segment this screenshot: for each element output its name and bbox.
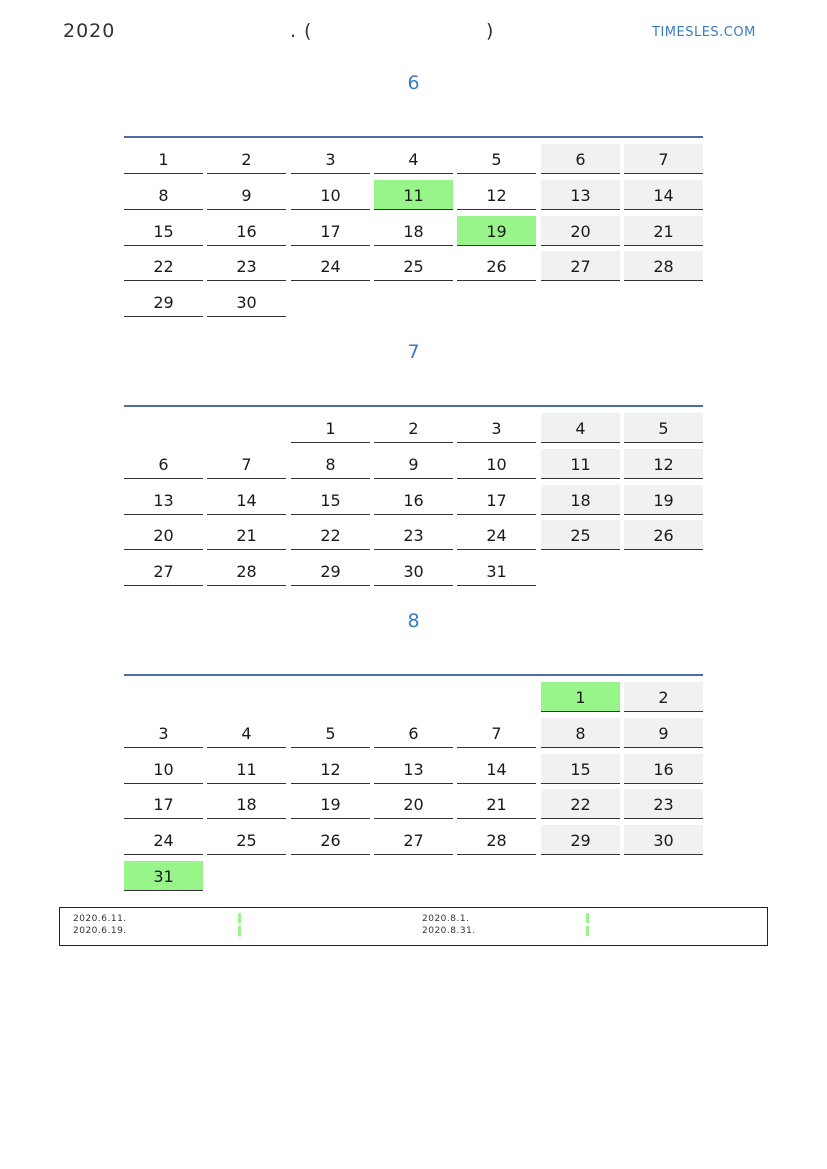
day-cell: 25 — [207, 825, 286, 855]
day-cell: 21 — [457, 789, 536, 819]
day-cell: 7 — [624, 144, 703, 174]
day-cell: 14 — [624, 180, 703, 210]
day-cell: 12 — [291, 754, 370, 784]
day-cell: 13 — [124, 485, 203, 515]
day-cell: 15 — [291, 485, 370, 515]
day-cell: 27 — [374, 825, 453, 855]
day-cell: 16 — [624, 754, 703, 784]
day-cell: 10 — [291, 180, 370, 210]
day-cell: 25 — [541, 520, 620, 550]
day-cell: 26 — [457, 251, 536, 281]
day-cell: 14 — [457, 754, 536, 784]
day-cell: 21 — [207, 520, 286, 550]
title-paren-close: ) — [486, 20, 494, 42]
day-cell: 18 — [207, 789, 286, 819]
day-cell: 20 — [541, 216, 620, 246]
day-cell: 27 — [541, 251, 620, 281]
day-cell: 17 — [124, 789, 203, 819]
day-cell: 27 — [124, 556, 203, 586]
day-cell: 13 — [541, 180, 620, 210]
day-cell: 7 — [457, 718, 536, 748]
day-cell: 10 — [124, 754, 203, 784]
day-cell: 6 — [124, 449, 203, 479]
day-cell: 23 — [624, 789, 703, 819]
day-cell: 24 — [124, 825, 203, 855]
legend-holiday-marker — [238, 926, 241, 936]
day-cell: 6 — [541, 144, 620, 174]
day-cell: 1 — [124, 144, 203, 174]
month-title: 8 — [407, 610, 420, 632]
day-cell: 22 — [291, 520, 370, 550]
year-label: 2020 — [63, 20, 116, 42]
month-title: 7 — [407, 341, 420, 363]
day-cell: 3 — [291, 144, 370, 174]
legend-date: 2020.6.11. — [73, 914, 127, 924]
page-header — [0, 0, 827, 60]
day-cell: 19 — [624, 485, 703, 515]
day-cell: 31 — [124, 861, 203, 891]
day-cell: 11 — [374, 180, 453, 210]
legend-holiday-marker — [586, 926, 589, 936]
legend-holiday-marker — [238, 913, 241, 923]
month-top-rule — [124, 136, 703, 138]
legend-holiday-marker — [586, 913, 589, 923]
month-top-rule — [124, 674, 703, 676]
day-cell: 8 — [291, 449, 370, 479]
day-cell: 29 — [541, 825, 620, 855]
day-cell: 17 — [457, 485, 536, 515]
day-cell: 28 — [207, 556, 286, 586]
day-cell: 23 — [207, 251, 286, 281]
day-cell: 28 — [624, 251, 703, 281]
month-top-rule — [124, 405, 703, 407]
day-cell: 11 — [207, 754, 286, 784]
day-cell: 26 — [291, 825, 370, 855]
day-cell: 6 — [374, 718, 453, 748]
day-cell: 18 — [374, 216, 453, 246]
day-cell: 20 — [374, 789, 453, 819]
day-cell: 9 — [374, 449, 453, 479]
day-cell: 29 — [291, 556, 370, 586]
day-cell: 20 — [124, 520, 203, 550]
day-cell: 8 — [541, 718, 620, 748]
day-cell: 16 — [374, 485, 453, 515]
day-cell: 10 — [457, 449, 536, 479]
day-cell: 22 — [124, 251, 203, 281]
day-cell: 11 — [541, 449, 620, 479]
legend-date: 2020.8.1. — [422, 914, 470, 924]
day-cell: 5 — [457, 144, 536, 174]
day-cell: 25 — [374, 251, 453, 281]
day-cell: 1 — [291, 413, 370, 443]
day-cell: 19 — [291, 789, 370, 819]
day-cell: 14 — [207, 485, 286, 515]
day-cell: 22 — [541, 789, 620, 819]
day-cell: 7 — [207, 449, 286, 479]
day-cell: 16 — [207, 216, 286, 246]
day-cell: 17 — [291, 216, 370, 246]
day-cell: 2 — [624, 682, 703, 712]
day-cell: 30 — [374, 556, 453, 586]
day-cell: 3 — [457, 413, 536, 443]
day-cell: 15 — [541, 754, 620, 784]
day-cell: 2 — [207, 144, 286, 174]
day-cell: 15 — [124, 216, 203, 246]
legend-date: 2020.6.19. — [73, 926, 127, 936]
day-cell: 24 — [457, 520, 536, 550]
holiday-legend — [59, 907, 768, 946]
day-cell: 28 — [457, 825, 536, 855]
day-cell: 9 — [624, 718, 703, 748]
day-cell: 29 — [124, 287, 203, 317]
day-cell: 24 — [291, 251, 370, 281]
day-cell: 21 — [624, 216, 703, 246]
day-cell: 9 — [207, 180, 286, 210]
month-title: 6 — [407, 72, 420, 94]
day-cell: 12 — [624, 449, 703, 479]
day-cell: 1 — [541, 682, 620, 712]
day-cell: 8 — [124, 180, 203, 210]
brand-link[interactable]: TIMESLES.COM — [652, 25, 756, 40]
day-cell: 31 — [457, 556, 536, 586]
day-cell: 18 — [541, 485, 620, 515]
day-cell: 2 — [374, 413, 453, 443]
day-cell: 3 — [124, 718, 203, 748]
day-cell: 13 — [374, 754, 453, 784]
title-paren-open: ( — [304, 20, 312, 42]
legend-date: 2020.8.31. — [422, 926, 476, 936]
day-cell: 4 — [374, 144, 453, 174]
day-cell: 4 — [207, 718, 286, 748]
day-cell: 19 — [457, 216, 536, 246]
day-cell: 30 — [624, 825, 703, 855]
day-cell: 23 — [374, 520, 453, 550]
day-cell: 5 — [624, 413, 703, 443]
day-cell: 12 — [457, 180, 536, 210]
day-cell: 5 — [291, 718, 370, 748]
day-cell: 26 — [624, 520, 703, 550]
day-cell: 4 — [541, 413, 620, 443]
day-cell: 30 — [207, 287, 286, 317]
title-dot: . — [290, 20, 297, 42]
